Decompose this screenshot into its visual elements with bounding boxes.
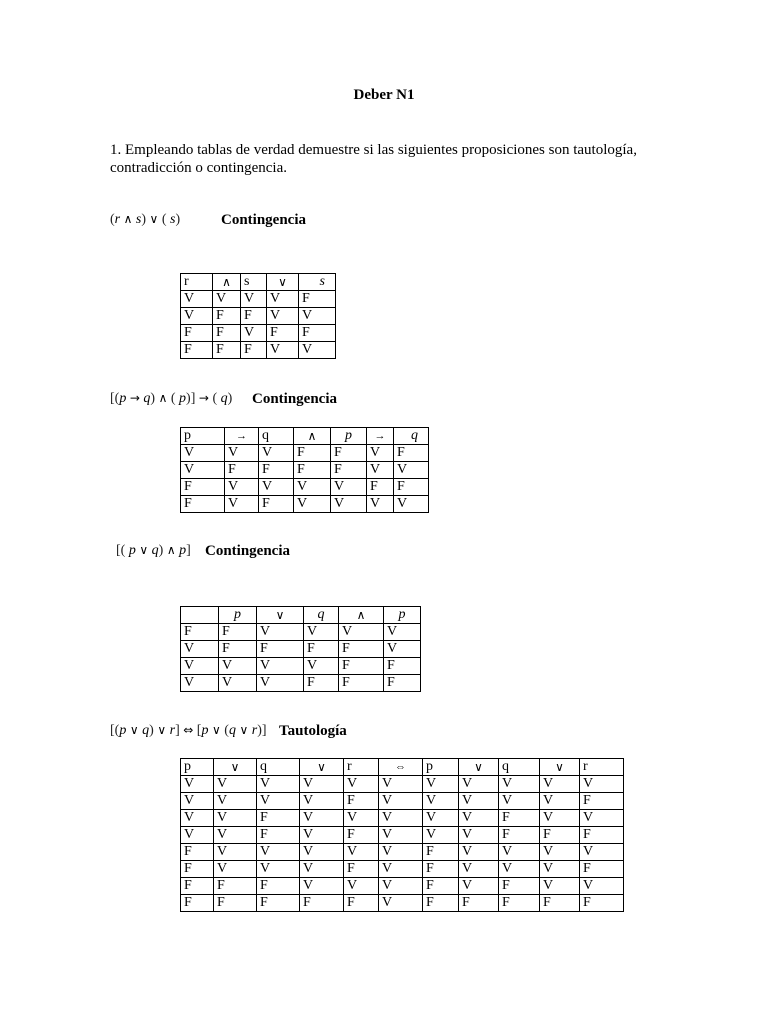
truth-value-cell: V: [181, 658, 219, 675]
column-header: ∧: [294, 428, 331, 445]
truth-value-cell: F: [540, 827, 580, 844]
truth-value-cell: F: [339, 641, 384, 658]
truth-value-cell: V: [580, 844, 624, 861]
column-header: ∧: [213, 274, 241, 291]
truth-table-row: [181, 793, 624, 810]
truth-value-cell: V: [331, 496, 367, 513]
truth-value-cell: F: [344, 793, 379, 810]
truth-value-cell: F: [339, 675, 384, 692]
truth-table-row: [181, 308, 336, 325]
formula-operator: ⇔: [183, 723, 194, 737]
truth-value-cell: V: [367, 496, 394, 513]
truth-value-cell: V: [181, 445, 225, 462]
truth-table-row: [181, 624, 421, 641]
column-header: →: [367, 428, 394, 445]
truth-value-cell: V: [459, 827, 499, 844]
truth-value-cell: F: [423, 878, 459, 895]
truth-value-cell: V: [499, 861, 540, 878]
truth-value-cell: V: [423, 827, 459, 844]
truth-value-cell: V: [267, 308, 299, 325]
truth-value-cell: V: [344, 878, 379, 895]
formula-variable: s: [135, 212, 142, 227]
truth-table-row: [181, 844, 624, 861]
truth-value-cell: F: [181, 844, 214, 861]
formula-bracket: (: [110, 212, 115, 227]
truth-value-cell: V: [241, 291, 267, 308]
formula-variable: p: [201, 723, 209, 738]
truth-value-cell: V: [379, 827, 423, 844]
formula-bracket: ): [186, 391, 191, 406]
formula-bracket: ): [141, 212, 147, 227]
truth-table-row: [181, 641, 421, 658]
truth-value-cell: V: [459, 810, 499, 827]
proposition-formula: [110, 721, 267, 740]
truth-value-cell: F: [214, 895, 257, 912]
truth-value-cell: V: [379, 844, 423, 861]
formula-bracket: [: [110, 391, 115, 406]
truth-value-cell: F: [219, 641, 257, 658]
truth-value-cell: F: [459, 895, 499, 912]
formula-variable: r: [114, 212, 121, 227]
truth-value-cell: V: [181, 308, 213, 325]
truth-value-cell: V: [459, 861, 499, 878]
truth-value-cell: V: [344, 810, 379, 827]
truth-value-cell: V: [299, 342, 336, 359]
truth-value-cell: F: [299, 325, 336, 342]
truth-value-cell: V: [257, 658, 304, 675]
formula-variable: s: [170, 212, 176, 227]
truth-value-cell: F: [259, 496, 294, 513]
truth-value-cell: F: [304, 641, 339, 658]
truth-value-cell: V: [181, 641, 219, 658]
truth-value-cell: V: [181, 810, 214, 827]
formula-bracket: (: [224, 723, 229, 738]
truth-value-cell: V: [394, 496, 429, 513]
truth-value-cell: F: [294, 445, 331, 462]
truth-value-cell: V: [294, 479, 331, 496]
truth-value-cell: V: [459, 878, 499, 895]
column-header: p: [181, 428, 225, 445]
truth-value-cell: V: [300, 878, 344, 895]
truth-value-cell: V: [241, 325, 267, 342]
truth-value-cell: V: [384, 641, 421, 658]
truth-value-cell: V: [181, 793, 214, 810]
column-header: r: [580, 759, 624, 776]
formula-variable: q: [143, 391, 151, 406]
formula-variable: p: [179, 391, 187, 406]
truth-table-row: [181, 496, 429, 513]
column-header: →: [225, 428, 259, 445]
formula-variable: q: [220, 391, 228, 406]
column-header: r: [181, 274, 213, 291]
truth-value-cell: F: [394, 479, 429, 496]
truth-value-cell: V: [344, 844, 379, 861]
truth-value-cell: F: [423, 895, 459, 912]
truth-value-cell: F: [181, 325, 213, 342]
truth-value-cell: F: [257, 895, 300, 912]
formula-bracket: ]: [186, 543, 191, 558]
truth-value-cell: V: [580, 810, 624, 827]
truth-value-cell: V: [181, 462, 225, 479]
column-header: s: [299, 274, 336, 291]
truth-value-cell: V: [259, 479, 294, 496]
column-header: s: [241, 274, 267, 291]
truth-value-cell: V: [540, 844, 580, 861]
truth-value-cell: V: [379, 793, 423, 810]
formula-operator: ∧: [158, 391, 168, 405]
truth-value-cell: F: [294, 462, 331, 479]
formula-variable: q: [151, 543, 159, 558]
truth-value-cell: F: [181, 479, 225, 496]
truth-value-cell: F: [257, 878, 300, 895]
column-header: p: [219, 607, 257, 624]
truth-value-cell: V: [267, 342, 299, 359]
truth-value-cell: V: [540, 878, 580, 895]
formula-bracket: ): [150, 391, 156, 406]
truth-value-cell: F: [339, 658, 384, 675]
column-header: q: [394, 428, 429, 445]
truth-value-cell: V: [423, 776, 459, 793]
truth-value-cell: V: [379, 810, 423, 827]
proposition-result: Contingencia: [252, 391, 338, 407]
truth-value-cell: V: [540, 810, 580, 827]
truth-value-cell: F: [181, 624, 219, 641]
formula-bracket: (: [161, 212, 167, 227]
formula-bracket: [: [110, 723, 115, 738]
truth-value-cell: V: [300, 793, 344, 810]
formula-operator: ∨: [149, 212, 159, 226]
truth-value-cell: V: [267, 291, 299, 308]
truth-value-cell: F: [580, 793, 624, 810]
formula-bracket: ): [149, 723, 154, 738]
truth-table-row: [181, 827, 624, 844]
exercise-instruction: 1. Empleando tablas de verdad demuestre si las siguientes proposiciones son tautología, contradicción o contingencia.: [110, 142, 637, 176]
truth-value-cell: V: [423, 793, 459, 810]
truth-value-cell: F: [540, 895, 580, 912]
truth-table-row: [181, 342, 336, 359]
column-header: r: [344, 759, 379, 776]
column-header: q: [304, 607, 339, 624]
truth-value-cell: F: [241, 342, 267, 359]
truth-value-cell: F: [344, 861, 379, 878]
truth-value-cell: F: [219, 624, 257, 641]
column-header: ∨: [214, 759, 257, 776]
truth-value-cell: V: [225, 445, 259, 462]
truth-value-cell: F: [580, 895, 624, 912]
truth-table: [180, 427, 429, 513]
formula-bracket: ]: [190, 391, 196, 406]
truth-table-row: [181, 895, 624, 912]
truth-table-row: [181, 291, 336, 308]
formula-bracket: (: [170, 391, 176, 406]
truth-value-cell: F: [367, 479, 394, 496]
truth-table-header-row: [181, 607, 421, 624]
column-header: ∨: [459, 759, 499, 776]
truth-value-cell: V: [300, 827, 344, 844]
truth-table-row: [181, 776, 624, 793]
truth-value-cell: V: [379, 878, 423, 895]
formula-variable: p: [128, 543, 136, 558]
formula-variable: q: [228, 723, 236, 738]
truth-value-cell: V: [300, 810, 344, 827]
truth-table-row: [181, 810, 624, 827]
truth-value-cell: V: [214, 776, 257, 793]
formula-bracket: (: [114, 391, 120, 406]
column-header: p: [181, 759, 214, 776]
truth-value-cell: V: [379, 776, 423, 793]
truth-value-cell: V: [257, 776, 300, 793]
truth-value-cell: F: [225, 462, 259, 479]
truth-value-cell: V: [259, 445, 294, 462]
formula-variable: p: [179, 543, 187, 558]
column-header: ∨: [267, 274, 299, 291]
formula-bracket: (: [120, 543, 126, 558]
truth-value-cell: V: [423, 810, 459, 827]
truth-value-cell: V: [257, 861, 300, 878]
formula-bracket: ]: [175, 723, 180, 738]
formula-operator: ∨: [139, 543, 149, 557]
truth-value-cell: V: [367, 445, 394, 462]
truth-value-cell: F: [423, 861, 459, 878]
truth-value-cell: V: [367, 462, 394, 479]
truth-value-cell: V: [499, 793, 540, 810]
truth-value-cell: V: [384, 624, 421, 641]
truth-value-cell: V: [257, 624, 304, 641]
formula-operator: ∧: [123, 212, 133, 226]
proposition-formula: [116, 541, 191, 560]
formula-variable: p: [119, 723, 127, 738]
truth-value-cell: F: [181, 342, 213, 359]
truth-value-cell: F: [499, 895, 540, 912]
truth-value-cell: F: [580, 861, 624, 878]
column-header: p: [423, 759, 459, 776]
truth-value-cell: V: [219, 675, 257, 692]
formula-operator: ∨: [239, 723, 249, 737]
truth-value-cell: V: [214, 793, 257, 810]
truth-value-cell: V: [394, 462, 429, 479]
truth-table-header-row: [181, 274, 336, 291]
truth-value-cell: V: [459, 776, 499, 793]
truth-value-cell: V: [540, 793, 580, 810]
proposition-formula: [110, 210, 180, 229]
truth-value-cell: V: [181, 291, 213, 308]
truth-table-row: [181, 462, 429, 479]
truth-value-cell: V: [300, 844, 344, 861]
truth-value-cell: F: [384, 658, 421, 675]
truth-value-cell: V: [344, 776, 379, 793]
truth-table: [180, 606, 421, 692]
truth-value-cell: F: [300, 895, 344, 912]
truth-value-cell: V: [540, 861, 580, 878]
column-header: ∨: [300, 759, 344, 776]
truth-value-cell: V: [181, 776, 214, 793]
column-header: ∨: [540, 759, 580, 776]
truth-value-cell: V: [181, 827, 214, 844]
formula-variable: r: [251, 723, 258, 738]
truth-table-row: [181, 675, 421, 692]
formula-operator: →: [129, 391, 140, 405]
truth-value-cell: F: [394, 445, 429, 462]
column-header: q: [499, 759, 540, 776]
truth-value-cell: F: [181, 878, 214, 895]
formula-bracket: [: [116, 543, 121, 558]
truth-table-header-row: [181, 428, 429, 445]
column-header: q: [259, 428, 294, 445]
truth-value-cell: V: [257, 793, 300, 810]
formula-bracket: ): [227, 391, 233, 406]
formula-bracket: ): [175, 212, 181, 227]
truth-value-cell: V: [499, 844, 540, 861]
formula-operator: ∧: [166, 543, 176, 557]
truth-value-cell: F: [331, 462, 367, 479]
truth-value-cell: V: [300, 776, 344, 793]
formula-variable: q: [142, 723, 150, 738]
truth-value-cell: F: [181, 861, 214, 878]
proposition-formula: [110, 389, 232, 408]
column-header: [181, 607, 219, 624]
truth-value-cell: V: [459, 844, 499, 861]
truth-table: [180, 758, 624, 912]
truth-value-cell: V: [379, 861, 423, 878]
formula-bracket: (: [114, 723, 120, 738]
truth-table: [180, 273, 336, 359]
truth-table-row: [181, 658, 421, 675]
truth-value-cell: F: [344, 827, 379, 844]
truth-value-cell: F: [259, 462, 294, 479]
truth-value-cell: F: [181, 895, 214, 912]
truth-value-cell: F: [499, 810, 540, 827]
formula-operator: →: [198, 391, 209, 405]
truth-value-cell: F: [257, 827, 300, 844]
truth-value-cell: F: [384, 675, 421, 692]
truth-value-cell: V: [214, 861, 257, 878]
truth-value-cell: V: [499, 776, 540, 793]
truth-value-cell: F: [499, 878, 540, 895]
truth-value-cell: V: [580, 878, 624, 895]
truth-table-row: [181, 325, 336, 342]
truth-value-cell: V: [294, 496, 331, 513]
truth-value-cell: V: [257, 675, 304, 692]
truth-table-row: [181, 861, 624, 878]
column-header: ∨: [257, 607, 304, 624]
formula-operator: ∨: [129, 723, 139, 737]
formula-bracket: ): [257, 723, 262, 738]
formula-bracket: ]: [261, 723, 267, 738]
formula-operator: ∨: [157, 723, 167, 737]
proposition-result: Contingencia: [205, 543, 291, 559]
truth-value-cell: F: [213, 325, 241, 342]
truth-table-row: [181, 445, 429, 462]
truth-value-cell: F: [257, 641, 304, 658]
truth-value-cell: V: [304, 658, 339, 675]
column-header: p: [384, 607, 421, 624]
truth-value-cell: F: [331, 445, 367, 462]
truth-value-cell: V: [213, 291, 241, 308]
truth-value-cell: V: [214, 810, 257, 827]
truth-value-cell: V: [339, 624, 384, 641]
truth-value-cell: F: [257, 810, 300, 827]
truth-value-cell: F: [241, 308, 267, 325]
truth-value-cell: F: [423, 844, 459, 861]
formula-bracket: ): [158, 543, 164, 558]
truth-value-cell: F: [213, 342, 241, 359]
truth-value-cell: F: [181, 496, 225, 513]
truth-table-row: [181, 878, 624, 895]
truth-value-cell: V: [379, 895, 423, 912]
truth-value-cell: V: [219, 658, 257, 675]
truth-value-cell: V: [331, 479, 367, 496]
truth-value-cell: V: [304, 624, 339, 641]
truth-value-cell: F: [299, 291, 336, 308]
truth-value-cell: F: [213, 308, 241, 325]
truth-value-cell: F: [580, 827, 624, 844]
truth-value-cell: V: [214, 844, 257, 861]
truth-value-cell: F: [499, 827, 540, 844]
truth-value-cell: V: [214, 827, 257, 844]
truth-value-cell: F: [214, 878, 257, 895]
truth-value-cell: F: [304, 675, 339, 692]
truth-value-cell: V: [300, 861, 344, 878]
formula-bracket: [: [196, 723, 202, 738]
column-header: ⇔: [379, 759, 423, 776]
truth-value-cell: F: [344, 895, 379, 912]
proposition-result: Contingencia: [221, 212, 307, 228]
truth-value-cell: V: [540, 776, 580, 793]
formula-variable: r: [169, 723, 176, 738]
truth-value-cell: V: [181, 675, 219, 692]
truth-value-cell: V: [299, 308, 336, 325]
proposition-result: Tautología: [279, 723, 347, 739]
truth-value-cell: F: [267, 325, 299, 342]
truth-value-cell: V: [257, 844, 300, 861]
truth-value-cell: V: [225, 496, 259, 513]
truth-value-cell: V: [225, 479, 259, 496]
truth-table-row: [181, 479, 429, 496]
truth-value-cell: V: [580, 776, 624, 793]
formula-bracket: (: [212, 391, 218, 406]
truth-table-header-row: [181, 759, 624, 776]
column-header: ∧: [339, 607, 384, 624]
document-title: Deber N1: [353, 87, 415, 103]
column-header: q: [257, 759, 300, 776]
truth-value-cell: V: [459, 793, 499, 810]
formula-operator: ∨: [211, 723, 221, 737]
column-header: p: [331, 428, 367, 445]
formula-variable: p: [119, 391, 127, 406]
